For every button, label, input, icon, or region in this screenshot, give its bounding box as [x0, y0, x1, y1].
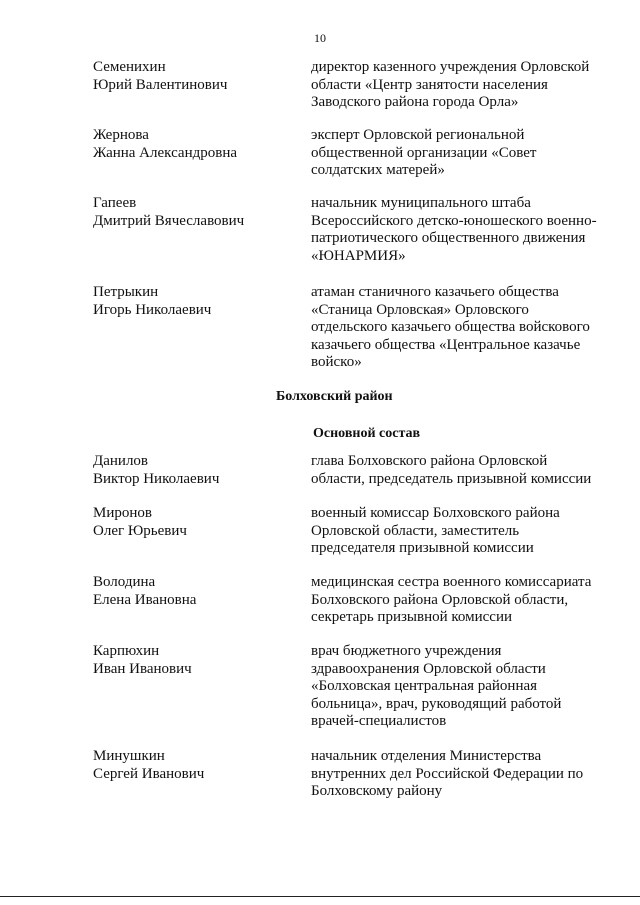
position-line: «Станица Орловская» Орловского	[311, 301, 529, 318]
member-given-name: Елена Ивановна	[93, 591, 197, 608]
member-given-name: Юрий Валентинович	[93, 76, 228, 93]
member-surname: Данилов	[93, 453, 149, 469]
position-line: патриотического общественного движения	[311, 230, 586, 246]
position-line: внутренних дел Российской Федерации по	[311, 765, 584, 782]
member-given-name: Игорь Николаевич	[93, 301, 212, 318]
page-number: 10	[314, 31, 326, 45]
member-given-name: Жанна Александровна	[93, 144, 238, 161]
member-name	[93, 59, 293, 94]
composition-heading: Основной состав	[313, 426, 421, 441]
position-line: области, председатель призывной комиссии	[311, 470, 592, 487]
position-line: больница», врач, руководящий работой	[311, 695, 562, 712]
member-given-name: Олег Юрьевич	[93, 522, 187, 539]
position-line: «Болховская центральная районная	[311, 678, 538, 694]
member-surname: Миронов	[93, 505, 152, 521]
member-surname: Петрыкин	[93, 284, 159, 300]
member-surname: Жернова	[93, 127, 149, 143]
position-line: начальник муниципального штаба	[311, 195, 531, 211]
member-name	[93, 453, 293, 488]
member-position	[311, 59, 611, 112]
position-line: солдатских матерей»	[311, 162, 445, 178]
position-line: здравоохранения Орловской области	[311, 660, 546, 677]
member-name	[93, 284, 293, 319]
member-position	[311, 453, 611, 488]
member-given-name: Виктор Николаевич	[93, 470, 220, 487]
position-line: Болховского района Орловской области,	[311, 591, 569, 608]
member-surname: Карпюхин	[93, 643, 160, 659]
position-line: секретарь призывной комиссии	[311, 609, 513, 625]
position-line: казачьего общества «Центральное казачье	[311, 336, 581, 353]
position-line: эксперт Орловской региональной	[311, 127, 525, 143]
member-name	[93, 643, 293, 678]
position-line: врачей-специалистов	[311, 713, 447, 729]
member-name	[93, 505, 293, 540]
position-line: войско»	[311, 354, 362, 370]
member-name	[93, 574, 293, 609]
member-name	[93, 748, 293, 783]
member-name	[93, 195, 293, 230]
member-given-name: Иван Иванович	[93, 660, 192, 677]
member-position	[311, 748, 611, 801]
position-line: Болховскому району	[311, 783, 443, 799]
position-line: Заводского района города Орла»	[311, 94, 519, 110]
member-name	[93, 127, 293, 162]
position-line: врач бюджетного учреждения	[311, 643, 502, 659]
member-position	[311, 284, 611, 372]
position-line: глава Болховского района Орловской	[311, 453, 548, 469]
member-surname: Минушкин	[93, 748, 165, 764]
member-position	[311, 195, 611, 265]
member-position	[311, 505, 611, 558]
member-given-name: Дмитрий Вячеславович	[93, 212, 245, 229]
position-line: области «Центр занятости населения	[311, 76, 548, 93]
position-line: «ЮНАРМИЯ»	[311, 247, 406, 264]
position-line: военный комиссар Болховского района	[311, 505, 560, 521]
position-line: общественной организации «Совет	[311, 144, 537, 161]
position-line: атаман станичного казачьего общества	[311, 284, 559, 300]
position-line: директор казенного учреждения Орловской	[311, 59, 590, 75]
position-line: медицинская сестра военного комиссариата	[311, 574, 592, 590]
member-position	[311, 643, 611, 731]
member-given-name: Сергей Иванович	[93, 765, 205, 782]
member-surname: Гапеев	[93, 195, 137, 211]
member-surname: Семенихин	[93, 59, 166, 75]
member-surname: Володина	[93, 574, 156, 590]
position-line: Всероссийского детско-юношеского военно-	[311, 212, 597, 229]
district-heading: Болховский район	[276, 389, 393, 404]
position-line: Орловской области, заместитель	[311, 522, 520, 539]
position-line: начальник отделения Министерства	[311, 748, 542, 764]
member-position	[311, 127, 611, 180]
page-bottom-rule	[0, 896, 640, 897]
position-line: председателя призывной комиссии	[311, 540, 534, 556]
member-position	[311, 574, 611, 627]
position-line: отдельского казачьего общества войскового	[311, 319, 590, 335]
